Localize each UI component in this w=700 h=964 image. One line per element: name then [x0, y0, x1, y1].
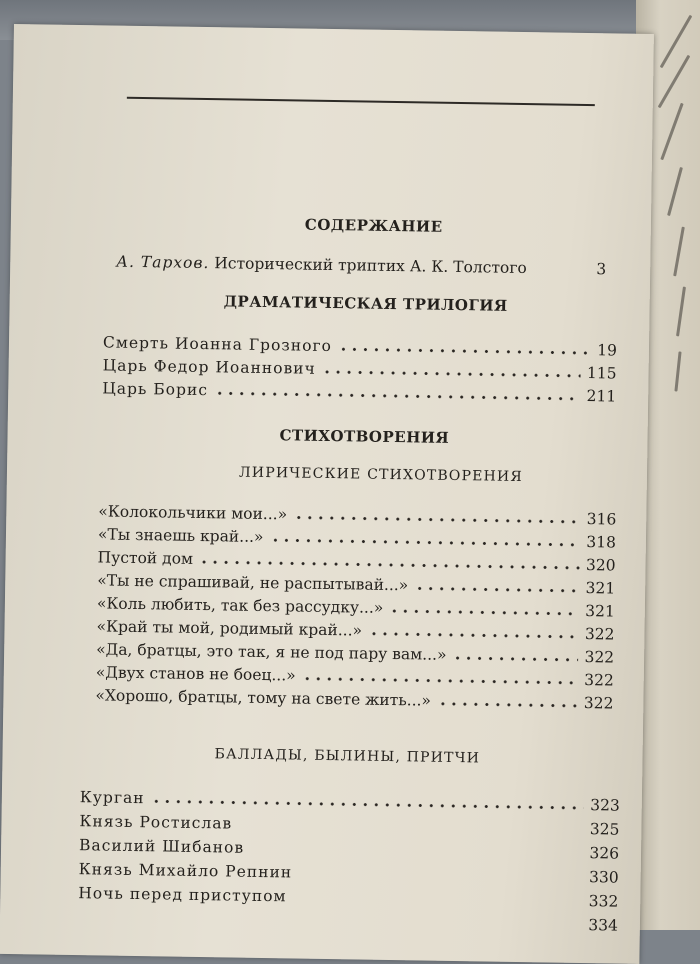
list-item: Ночь перед приступом 332 — [78, 884, 619, 911]
section-drama-heading: ДРАМАТИЧЕСКАЯ ТРИЛОГИЯ — [223, 292, 508, 315]
list-item: Царь Федор Иоаннович 115 — [102, 356, 617, 383]
intro-author: А. Тархов. — [116, 252, 210, 273]
list-item: «Ты не спрашивай, не распытывай...» 321 — [97, 571, 616, 598]
list-item: «Коль любить, так без рассудку...» 321 — [96, 594, 615, 621]
section-poems-subheading: ЛИРИЧЕСКИЕ СТИХОТВОРЕНИЯ — [238, 464, 524, 486]
header-rule — [127, 97, 595, 106]
intro-title: Исторический триптих А. К. Толстого — [214, 254, 527, 278]
list-item: «Колокольчики мои...» 316 — [98, 502, 617, 529]
list-item: «Хорошо, братцы, тому на свете жить...» 322 — [95, 686, 614, 713]
intro-entry — [116, 252, 606, 280]
list-item: «Да, братцы, это так, я не под пару вам...» 322 — [96, 640, 615, 667]
list-item: Пустой дом 320 — [97, 548, 616, 575]
section-poems-heading: СТИХОТВОРЕНИЯ — [279, 426, 450, 447]
list-item: «Двух станов не боец...» 322 — [95, 663, 614, 690]
list-item: Князь Михайло Репнин 330 — [78, 860, 619, 887]
list-item: 334 — [588, 916, 619, 935]
contents-title: СОДЕРЖАНИЕ — [304, 215, 443, 236]
list-item: «Ты знаешь край...» 318 — [97, 525, 617, 552]
section-ballads-heading: БАЛЛАДЫ, БЫЛИНЫ, ПРИТЧИ — [214, 746, 481, 767]
list-item: Царь Борис 211 — [102, 379, 617, 406]
list-item: Князь Ростислав 325 — [79, 812, 620, 839]
list-item: Курган 323 — [79, 788, 620, 815]
list-item: Василий Шибанов 326 — [78, 836, 620, 863]
list-item: Смерть Иоанна Грозного 19 — [102, 333, 618, 360]
book-page — [0, 24, 654, 964]
intro-page: 3 — [596, 260, 607, 279]
list-item: «Край ты мой, родимый край...» 322 — [96, 617, 615, 644]
